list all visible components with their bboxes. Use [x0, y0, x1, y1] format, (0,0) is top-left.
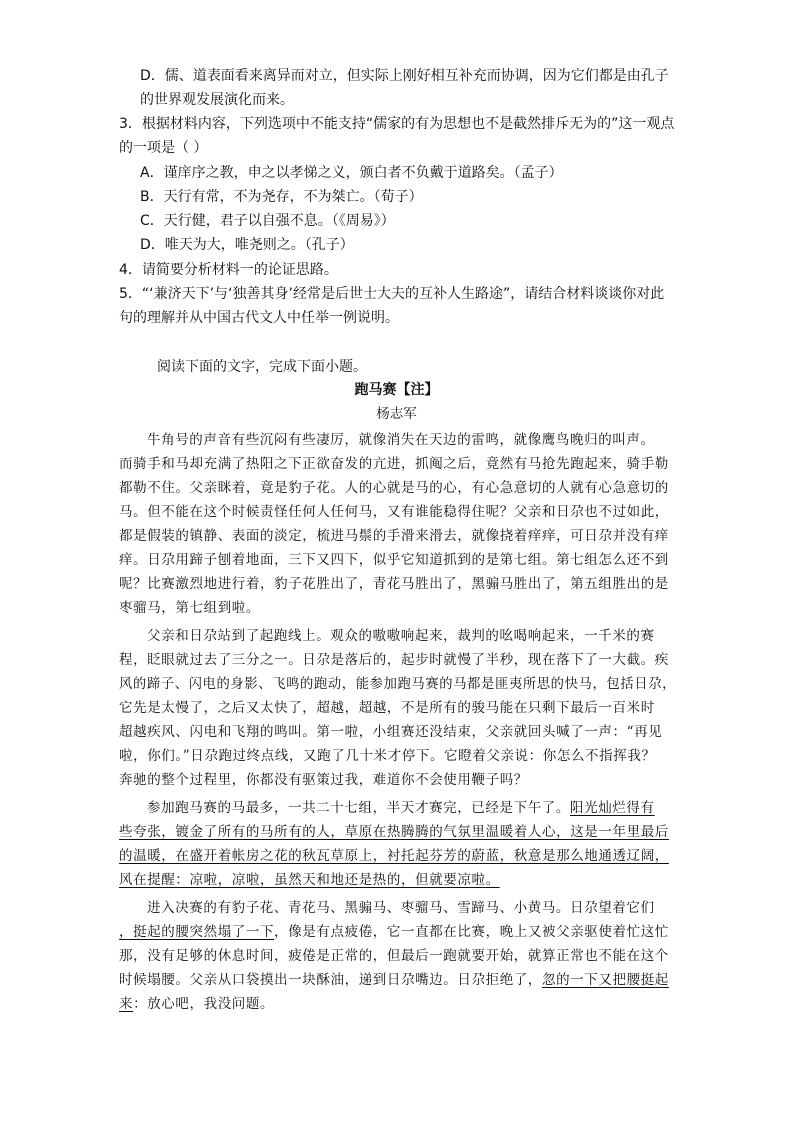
q4-text: 4．请简要分析材料一的论证思路。	[119, 262, 338, 278]
p2-line: 超越疾风、闪电和飞翔的鸣叫。第一啦，小组赛还没结束，父亲就回头喊了一声：“再见	[119, 724, 663, 740]
p2-line: 奔驰的整个过程里，你都没有驱策过我，难道你不会使用鞭子吗？	[119, 772, 528, 788]
q2-option-d-line2: 的世界观发展演化而来。	[140, 92, 294, 108]
p4-underlined-text: 来	[119, 996, 134, 1012]
p1-line: 马。但不能在这个时候责怪任何人任何马，又有谁能稳得住呢？父亲和日尕也不过如此，	[119, 504, 669, 520]
q3-option-d: D．唯天为大，唯尧则之。（孔子）	[140, 237, 354, 253]
p4-plain-text: ：放心吧，我没问题。	[133, 996, 275, 1012]
p4-underlined-text: ，挺起的腰突然塌了一下	[119, 924, 275, 940]
p1-line: 都是假装的镇静、表面的淡定，梳进马鬃的手滑来滑去，就像挠着痒痒，可日尕并没有痒	[119, 528, 669, 544]
q3-option-c: C．天行健，君子以自强不息。（《周易》）	[140, 213, 395, 229]
p1-line: 痒。日尕用蹄子刨着地面，三下又四下，似乎它知道抓到的是第七组。第七组怎么还不到	[119, 552, 669, 568]
p2-line: 它先是太慢了，之后又太快了，超越，超越，不是所有的骏马能在只剩下最后一百米时	[119, 700, 655, 716]
p4-line	[119, 994, 274, 1014]
p4-line: 进入决赛的有豹子花、青花马、黑骟马、枣骝马、雪蹄马、小黄马。日尕望着它们	[147, 900, 655, 916]
reading-instruction: 阅读下面的文字，完成下面小题。	[157, 359, 367, 375]
p4-line: 那，没有足够的休息时间，疲倦是正常的，但最后一跑就要开始，就算正常也不能在这个	[119, 948, 669, 964]
p1-line: 而骑手和马却充满了热阳之下正欲奋发的亢进，抓阄之后，竟然有马抢先跑起来，骑手勒	[119, 456, 669, 472]
p3-underlined-text: 阳光灿烂得有	[570, 800, 655, 816]
q2-option-d-line1: D．儒、道表面看来离异而对立，但实际上刚好相互补充而协调，因为它们都是由孔子	[140, 68, 669, 84]
p1-line: 牛角号的声音有些沉闷有些凄厉，就像消失在天边的雷鸣，就像鹰鸟晚归的叫声。	[147, 432, 655, 448]
p2-line: 父亲和日尕站到了起跑线上。观众的嗷嗷响起来，裁判的吆喝响起来，一千米的赛	[147, 628, 655, 644]
q3-stem-line2: 的一项是（ ）	[119, 140, 208, 156]
p4-line	[119, 970, 669, 990]
q3-stem-line1: 3．根据材料内容，下列选项中不能支持“儒家的有为思想也不是截然排斥无为的”这一观点	[119, 116, 675, 132]
p4-underlined-text: 忽的一下又把腰挺起	[542, 972, 669, 988]
p3-underlined-line: 些夸张，镀金了所有的马所有的人，草原在热腾腾的气氛里温暖着人心，这是一年里最后	[119, 824, 669, 840]
q3-option-b: B．天行有常，不为尧存，不为桀亡。（荀子）	[140, 189, 423, 205]
p3-underlined-line: 风在提醒：凉啦，凉啦，虽然天和地还是热的，但就要凉啦。	[119, 872, 500, 888]
p4-plain-text: ，像是有点疲倦，它一直都在比赛，晚上又被父亲驱使着忙这忙	[274, 924, 669, 940]
p1-line: 都勒不住。父亲眯着，竟是豹子花。人的心就是马的心，有心急意切的人就有心急意切的	[119, 480, 669, 496]
p2-line: 啦，你们。”日尕跑过终点线，又跑了几十米才停下。它瞪着父亲说：你怎么不指挥我？	[119, 748, 656, 764]
passage-title: 跑马赛【注】	[354, 382, 439, 398]
passage-author: 杨志军	[376, 406, 417, 422]
q3-option-a: A．谨庠序之教，申之以孝悌之义，颁白者不负戴于道路矣。（孟子）	[140, 165, 563, 181]
p4-line	[119, 922, 669, 942]
p4-plain-text: 时候塌腰。父亲从口袋摸出一块酥油，递到日尕嘴边。日尕拒绝了，	[119, 972, 542, 988]
p3-line	[147, 798, 655, 818]
p1-line: 枣骝马，第七组到啦。	[119, 600, 260, 616]
p2-line: 风的蹄子、闪电的身影、飞鸣的跑动，能参加跑马赛的马都是匪夷所思的快马，包括日尕，	[119, 676, 677, 692]
q5-line2: 句的理解并从中国古代文人中任举一例说明。	[119, 310, 399, 326]
q5-line1: 5．“‘兼济天下’与‘独善其身’经常是后世士大夫的互补人生路途”，请结合材料谈谈你对此	[119, 286, 665, 302]
p2-line: 程，眨眼就过去了三分之一。日尕是落后的，起步时就慢了半秒，现在落下了一大截。疾	[119, 652, 669, 668]
p1-line: 呢？比赛激烈地进行着，豹子花胜出了，青花马胜出了，黑骟马胜出了，第五组胜出的是	[119, 576, 669, 592]
p3-plain-text: 参加跑马赛的马最多，一共二十七组，半天才赛完，已经是下午了。	[147, 800, 570, 816]
p3-underlined-line: 的温暖，在盛开着帐房之花的秋瓦草原上，衬托起芬芳的蔚蓝，秋意是那么地通透辽阔，	[119, 848, 669, 864]
